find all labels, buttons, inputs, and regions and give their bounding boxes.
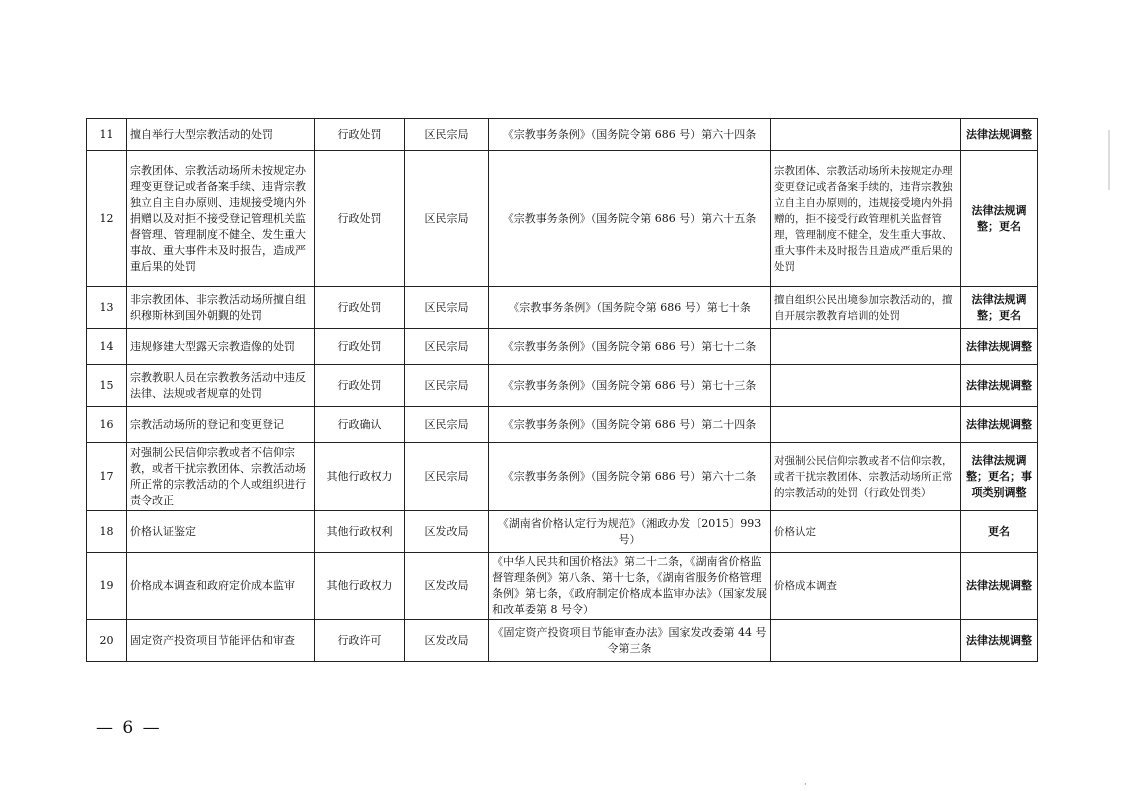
- legal-basis-cell: 《宗教事务条例》（国务院令第 686 号）第六十五条: [489, 151, 771, 287]
- scan-margin-shadow: [1108, 130, 1110, 190]
- adjustment-reason-cell: 法律法规调整；更名: [961, 151, 1038, 287]
- adjusted-content-cell: [771, 329, 961, 365]
- power-type-cell: 行政确认: [315, 407, 405, 443]
- table-row: [87, 365, 1038, 407]
- department-cell: 区民宗局: [405, 365, 489, 407]
- department-cell: 区民宗局: [405, 329, 489, 365]
- legal-basis-cell: 《宗教事务条例》（国务院令第 686 号）第七十三条: [489, 365, 771, 407]
- department-cell: 区发改局: [405, 620, 489, 662]
- item-name-cell: 价格成本调查和政府定价成本监审: [127, 553, 315, 620]
- legal-basis-cell: 《宗教事务条例》（国务院令第 686 号）第六十二条: [489, 443, 771, 511]
- legal-basis-cell: 《宗教事务条例》（国务院令第 686 号）第七十条: [489, 287, 771, 329]
- power-type-cell: 行政处罚: [315, 365, 405, 407]
- table-row: [87, 620, 1038, 662]
- adjustment-reason-cell: 法律法规调整: [961, 119, 1038, 151]
- row-number-cell: 20: [87, 620, 127, 662]
- power-type-cell: 其他行政权力: [315, 443, 405, 511]
- department-cell: 区发改局: [405, 553, 489, 620]
- row-number-cell: 12: [87, 151, 127, 287]
- adjustment-reason-cell: 法律法规调整: [961, 553, 1038, 620]
- legal-basis-cell: 《湖南省价格认定行为规范》（湘政办发〔2015〕993 号）: [489, 511, 771, 553]
- department-cell: 区民宗局: [405, 119, 489, 151]
- item-name-cell: 违规修建大型露天宗教造像的处罚: [127, 329, 315, 365]
- table-row: [87, 329, 1038, 365]
- adjusted-content-cell: [771, 407, 961, 443]
- power-type-cell: 行政处罚: [315, 287, 405, 329]
- item-name-cell: 对强制公民信仰宗教或者不信仰宗教，或者干扰宗教团体、宗教活动场所正常的宗教活动的个人或组织进行责令改正: [127, 443, 315, 511]
- row-number-cell: 14: [87, 329, 127, 365]
- adjusted-content-cell: [771, 620, 961, 662]
- department-cell: 区民宗局: [405, 443, 489, 511]
- item-name-cell: 宗教教职人员在宗教教务活动中违反法律、法规或者规章的处罚: [127, 365, 315, 407]
- adjustment-reason-cell: 法律法规调整: [961, 620, 1038, 662]
- adjustment-reason-cell: 法律法规调整；更名: [961, 287, 1038, 329]
- table-row: [87, 151, 1038, 287]
- power-list-table: [86, 118, 1038, 662]
- item-name-cell: 非宗教团体、非宗教活动场所擅自组织穆斯林到国外朝觐的处罚: [127, 287, 315, 329]
- scan-speck: ·: [804, 780, 807, 789]
- power-type-cell: 行政处罚: [315, 119, 405, 151]
- table-row: [87, 553, 1038, 620]
- row-number-cell: 17: [87, 443, 127, 511]
- table-row: [87, 443, 1038, 511]
- adjusted-content-cell: 对强制公民信仰宗教或者不信仰宗教，或者干扰宗教团体、宗教活动场所正常的宗教活动的处罚（行政处罚类）: [771, 443, 961, 511]
- item-name-cell: 宗教活动场所的登记和变更登记: [127, 407, 315, 443]
- table-body: [87, 119, 1038, 662]
- adjusted-content-cell: [771, 365, 961, 407]
- power-type-cell: 其他行政权利: [315, 511, 405, 553]
- power-type-cell: 行政处罚: [315, 329, 405, 365]
- row-number-cell: 16: [87, 407, 127, 443]
- adjustment-reason-cell: 更名: [961, 511, 1038, 553]
- row-number-cell: 18: [87, 511, 127, 553]
- power-type-cell: 行政处罚: [315, 151, 405, 287]
- adjusted-content-cell: 价格认定: [771, 511, 961, 553]
- legal-basis-cell: 《固定资产投资项目节能审查办法》国家发改委第 44 号令第三条: [489, 620, 771, 662]
- table-row: [87, 407, 1038, 443]
- power-type-cell: 其他行政权力: [315, 553, 405, 620]
- table-row: [87, 119, 1038, 151]
- adjusted-content-cell: [771, 119, 961, 151]
- row-number-cell: 11: [87, 119, 127, 151]
- adjusted-content-cell: 价格成本调查: [771, 553, 961, 620]
- legal-basis-cell: 《中华人民共和国价格法》第二十二条，《湖南省价格监督管理条例》第八条、第十七条，《湖南省服务价格管理条例》第七条，《政府制定价格成本监审办法》（国家发展和改革委第 8 号令）: [489, 553, 771, 620]
- adjusted-content-cell: 擅自组织公民出境参加宗教活动的，擅自开展宗教教育培训的处罚: [771, 287, 961, 329]
- adjustment-reason-cell: 法律法规调整: [961, 365, 1038, 407]
- row-number-cell: 19: [87, 553, 127, 620]
- row-number-cell: 13: [87, 287, 127, 329]
- adjusted-content-cell: 宗教团体、宗教活动场所未按规定办理变更登记或者备案手续的，违背宗教独立自主自办原则的，违规接受境内外捐赠的，拒不接受行政管理机关监督管理，管理制度不健全，发生重大事故、重大事件未及时报告且造成严重后果的处罚: [771, 151, 961, 287]
- page-number: — 6 —: [96, 718, 162, 738]
- legal-basis-cell: 《宗教事务条例》（国务院令第 686 号）第二十四条: [489, 407, 771, 443]
- legal-basis-cell: 《宗教事务条例》（国务院令第 686 号）第七十二条: [489, 329, 771, 365]
- table-row: [87, 287, 1038, 329]
- item-name-cell: 固定资产投资项目节能评估和审查: [127, 620, 315, 662]
- item-name-cell: 宗教团体、宗教活动场所未按规定办理变更登记或者备案手续、违背宗教独立自主自办原则、违规接受境内外捐赠以及对拒不接受登记管理机关监督管理、管理制度不健全、发生重大事故、重大事件未及时报告，造成严重后果的处罚: [127, 151, 315, 287]
- table-row: [87, 511, 1038, 553]
- item-name-cell: 价格认证鉴定: [127, 511, 315, 553]
- department-cell: 区民宗局: [405, 151, 489, 287]
- adjustment-reason-cell: 法律法规调整: [961, 329, 1038, 365]
- row-number-cell: 15: [87, 365, 127, 407]
- adjustment-reason-cell: 法律法规调整；更名；事项类别调整: [961, 443, 1038, 511]
- item-name-cell: 擅自举行大型宗教活动的处罚: [127, 119, 315, 151]
- legal-basis-cell: 《宗教事务条例》（国务院令第 686 号）第六十四条: [489, 119, 771, 151]
- department-cell: 区民宗局: [405, 407, 489, 443]
- department-cell: 区民宗局: [405, 287, 489, 329]
- power-type-cell: 行政许可: [315, 620, 405, 662]
- adjustment-reason-cell: 法律法规调整: [961, 407, 1038, 443]
- department-cell: 区发改局: [405, 511, 489, 553]
